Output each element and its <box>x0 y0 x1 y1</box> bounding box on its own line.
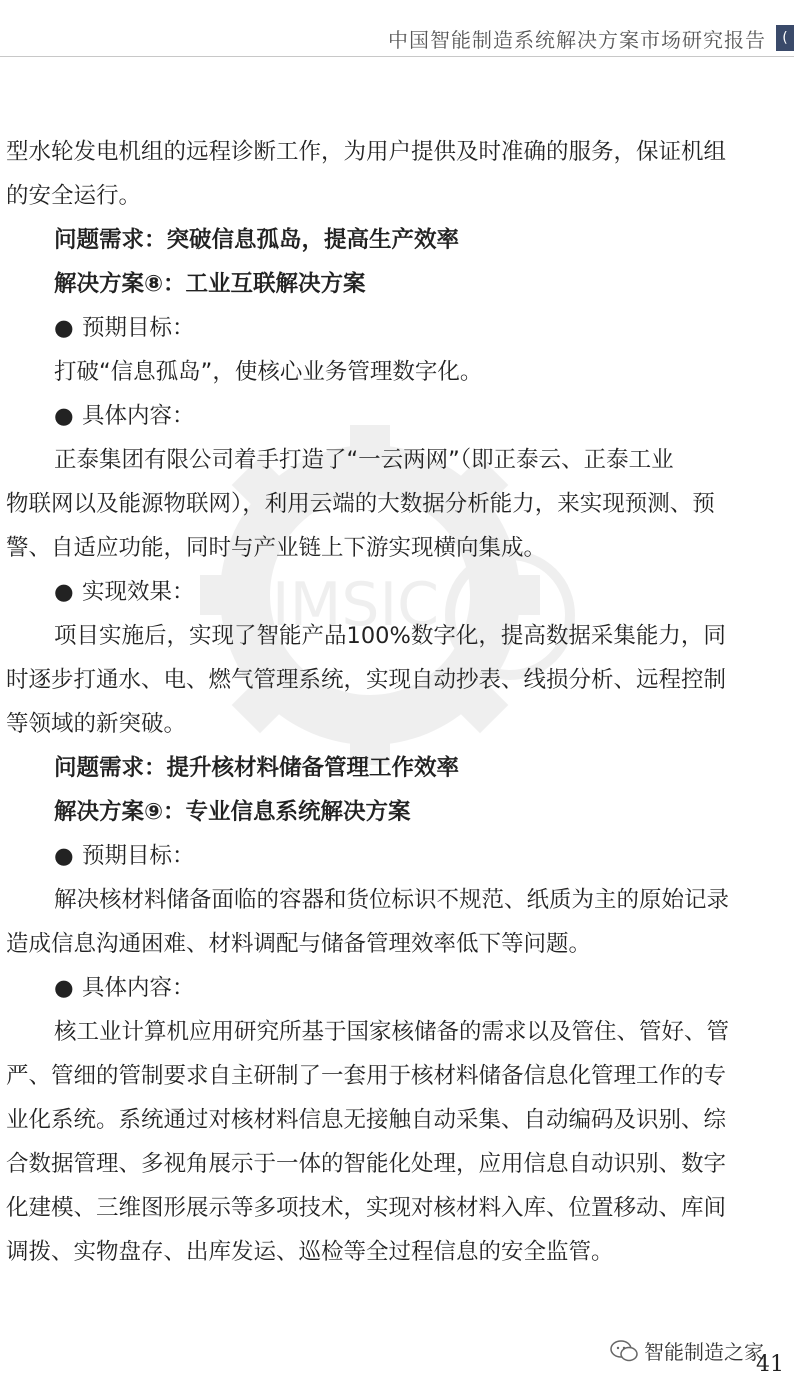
paragraph-line: 造成信息沟通困难、材料调配与储备管理效率低下等问题。 <box>6 931 592 957</box>
paragraph-line: 项目实施后，实现了智能产品100%数字化，提高数据采集能力，同 <box>54 623 726 649</box>
bullet-item <box>6 834 782 878</box>
paragraph-line: 的安全运行。 <box>6 183 142 209</box>
bullet-item <box>6 966 782 1010</box>
report-title: 中国智能制造系统解决方案市场研究报告 <box>388 27 766 52</box>
paragraph-line: 正泰集团有限公司着手打造了“一云两网”（即正泰云、正泰工业 <box>54 447 674 473</box>
solution-heading: 解决方案⑨：专业信息系统解决方案 <box>54 799 411 825</box>
paragraph-line: 业化系统。系统通过对核材料信息无接触自动采集、自动编码及识别、综 <box>6 1107 727 1133</box>
page-number: 41 <box>756 1352 784 1377</box>
paragraph-line: 物联网以及能源物联网），利用云端的大数据分析能力，来实现预测、预 <box>6 491 715 517</box>
bullet-icon: ● <box>54 975 74 1001</box>
paragraph-line: 调拨、实物盘存、出库发运、巡检等全过程信息的安全监管。 <box>6 1239 614 1265</box>
paragraph-line: 化建模、三维图形展示等多项技术，实现对核材料入库、位置移动、库间 <box>6 1195 727 1221</box>
paragraph-line: 型水轮发电机组的远程诊断工作，为用户提供及时准确的服务，保证机组 <box>6 139 727 165</box>
bullet-label: 具体内容： <box>82 975 195 1001</box>
paragraph-line: 严、管细的管制要求自主研制了一套用于核材料储备信息化管理工作的专 <box>6 1063 727 1089</box>
bullet-item <box>6 570 782 614</box>
bullet-label: 具体内容： <box>82 403 195 429</box>
bullet-icon: ● <box>54 843 74 869</box>
page-header <box>388 18 794 58</box>
bullet-item <box>6 306 782 350</box>
paragraph-line: 等领域的新突破。 <box>6 711 187 737</box>
solution-heading: 解决方案⑧：工业互联解决方案 <box>54 271 366 297</box>
paragraph-line: 警、自适应功能，同时与产业链上下游实现横向集成。 <box>6 535 547 561</box>
bullet-icon: ● <box>54 579 74 605</box>
wechat-icon <box>610 1340 638 1362</box>
bullet-label: 预期目标： <box>82 315 195 341</box>
bullet-label: 预期目标： <box>82 843 195 869</box>
bullet-icon: ● <box>54 403 74 429</box>
header-divider <box>0 56 794 57</box>
bullet-icon: ● <box>54 315 74 341</box>
paragraph-line: 时逐步打通水、电、燃气管理系统，实现自动抄表、线损分析、远程控制 <box>6 667 727 693</box>
chapter-tab: ( <box>776 25 794 51</box>
wechat-brand <box>610 1336 764 1365</box>
brand-name: 智能制造之家 <box>644 1340 764 1364</box>
problem-heading: 问题需求：突破信息孤岛，提高生产效率 <box>54 227 460 253</box>
paragraph-line: 合数据管理、多视角展示于一体的智能化处理，应用信息自动识别、数字 <box>6 1151 727 1177</box>
problem-heading: 问题需求：提升核材料储备管理工作效率 <box>54 755 460 781</box>
watermark-text: CIMSIC <box>230 570 440 640</box>
bullet-label: 实现效果： <box>82 579 195 605</box>
paragraph-line: 核工业计算机应用研究所基于国家核储备的需求以及管住、管好、管 <box>54 1019 730 1045</box>
paragraph-line: 解决核材料储备面临的容器和货位标识不规范、纸质为主的原始记录 <box>54 887 730 913</box>
report-body <box>6 130 782 1274</box>
paragraph-line: 打破“信息孤岛”，使核心业务管理数字化。 <box>54 359 483 385</box>
bullet-item <box>6 394 782 438</box>
